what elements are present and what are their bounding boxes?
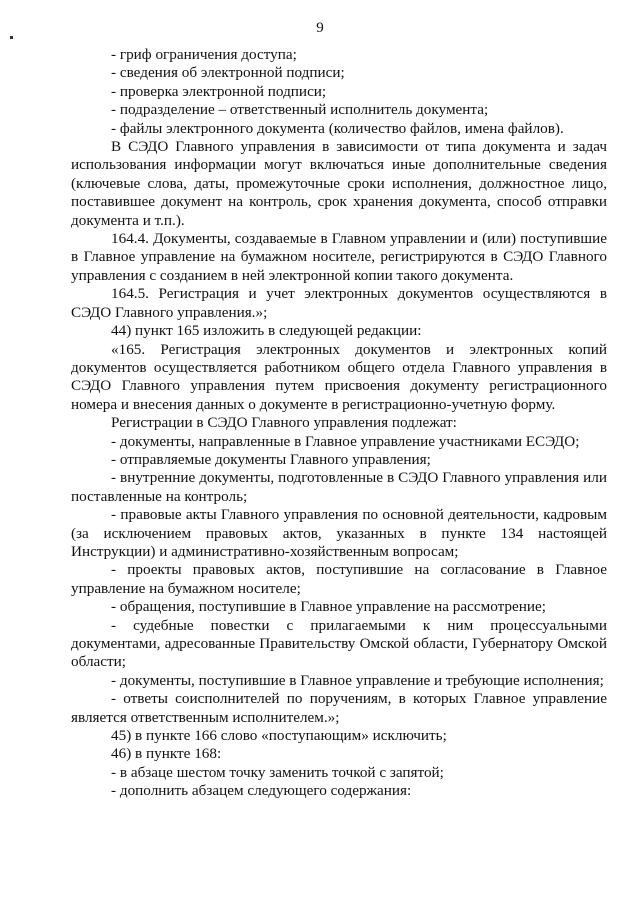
paragraph: 46) в пункте 168: [111, 745, 222, 763]
paragraph: - файлы электронного документа (количество файлов, имена файлов). [111, 119, 564, 137]
paragraph: 164.5. Регистрация и учет электронных документов осуществляются в СЭДО Главного управления.»; [71, 285, 607, 321]
paragraph: - проверка электронной подписи; [111, 82, 327, 100]
paragraph: 44) пункт 165 изложить в следующей редакции: [111, 322, 422, 340]
paragraph: 45) в пункте 166 слово «поступающим» исключить; [111, 727, 447, 745]
paragraph: - обращения, поступившие в Главное управление на рассмотрение; [111, 598, 546, 616]
paragraph: - в абзаце шестом точку заменить точкой с запятой; [111, 763, 444, 781]
paragraph: «165. Регистрация электронных документов и электронных копий документов осуществляется работником общего отдела Главного управления в СЭДО Главного управления путем присвоения документу регистрационного номера и внесения данных о документе в регистрационно-учетную форму. [71, 340, 607, 413]
paragraph: - сведения об электронной подписи; [111, 64, 345, 82]
margin-mark [10, 36, 13, 39]
paragraph: - правовые акты Главного управления по основной деятельности, кадровым (за исключением правовых актов, указанных в пункте 134 настоящей Инструкции) и административно-хозяйственным вопросам; [71, 506, 607, 560]
paragraph: - внутренние документы, подготовленные в СЭДО Главного управления или поставленные на контроль; [71, 469, 607, 505]
document-body [71, 46, 607, 801]
page-number: 9 [316, 20, 324, 36]
paragraph: - ответы соисполнителей по поручениям, в которых Главное управление является ответственным исполнителем.»; [71, 690, 607, 726]
paragraph: Регистрации в СЭДО Главного управления подлежат: [111, 414, 457, 432]
paragraph: В СЭДО Главного управления в зависимости от типа документа и задач использования информации могут включаться иные дополнительные сведения (ключевые слова, даты, промежуточные сроки исполнения, должностное лицо, поставившее документ на контроль, срок хранения документа, способ отправки документа и т.п.). [71, 138, 607, 229]
paragraph: - дополнить абзацем следующего содержания: [111, 782, 412, 800]
paragraph: - подразделение – ответственный исполнитель документа; [111, 101, 489, 119]
paragraph: - отправляемые документы Главного управления; [111, 450, 431, 468]
paragraph: 164.4. Документы, создаваемые в Главном управлении и (или) поступившие в Главное управление на бумажном носителе, регистрируются в СЭДО Главного управления с созданием в ней электронной копии такого документа. [71, 230, 607, 284]
paragraph: - гриф ограничения доступа; [111, 46, 297, 63]
paragraph: - проекты правовых актов, поступившие на согласование в Главное управление на бумажном носителе; [71, 561, 607, 597]
paragraph: - документы, направленные в Главное управление участниками ЕСЭДО; [111, 432, 580, 450]
paragraph: - документы, поступившие в Главное управление и требующие исполнения; [111, 671, 604, 689]
paragraph: - судебные повестки с прилагаемыми к ним процессуальными документами, адресованные Правительству Омской области, Губернатору Омской области; [71, 616, 607, 671]
